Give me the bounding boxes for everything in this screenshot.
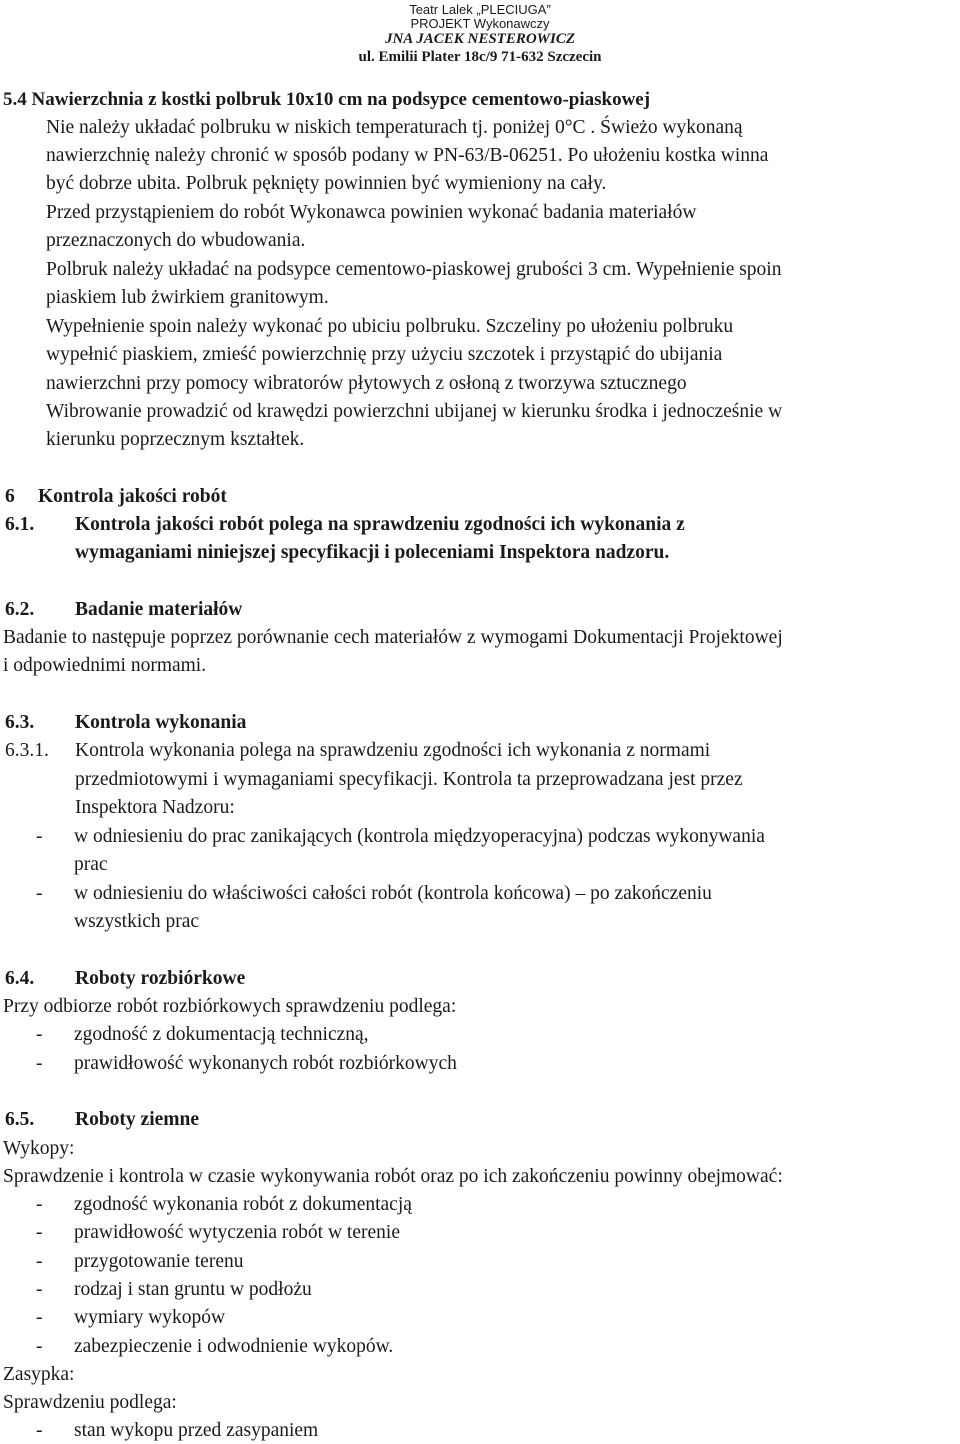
header-project-type: PROJEKT Wykonawczy [410,16,550,31]
bullet-dash: - [36,1279,43,1300]
bullet-dash: - [36,1307,43,1328]
list-item: prawidłowość wytyczenia robót w terenie [74,1222,400,1243]
list-item-continuation: wszystkich prac [74,911,200,932]
paragraph-line: nawierzchni przy pomocy wibratorów płytowych z osłoną z tworzywa sztucznego [46,373,687,394]
subheading-wykopy: Wykopy: [3,1138,75,1159]
section-6-1-number: 6.1. [5,514,35,535]
paragraph-line: kierunku poprzecznym kształtek. [46,429,305,450]
header-theatre-name: Teatr Lalek „PLECIUGA” [409,2,551,17]
section-6-5-title: Roboty ziemne [75,1109,200,1130]
bullet-dash: - [36,1336,43,1357]
list-item: zgodność z dokumentacją techniczną, [74,1024,369,1045]
bullet-dash: - [36,883,43,904]
section-6-1-line: Kontrola jakości robót polega na sprawdzeniu zgodności ich wykonania z [75,514,685,535]
section-6-3-1-number: 6.3.1. [5,740,49,761]
section-6-5-number: 6.5. [5,1109,35,1130]
list-item: zabezpieczenie i odwodnienie wykopów. [74,1336,394,1357]
bullet-dash: - [36,1420,43,1441]
bullet-dash: - [36,1251,43,1272]
section-6-number: 6 [5,486,15,507]
paragraph-line: Przy odbiorze robót rozbiórkowych sprawdzeniu podlega: [3,996,457,1017]
section-6-1-line: wymaganiami niniejszej specyfikacji i poleceniami Inspektora nadzoru. [75,542,670,563]
list-item-continuation: prac [74,854,108,875]
list-item: stan wykopu przed zasypaniem [74,1420,319,1441]
section-6-title: Kontrola jakości robót [38,486,227,507]
bullet-dash: - [36,1053,43,1074]
section-6-4-number: 6.4. [5,968,35,989]
list-item: w odniesieniu do prac zanikających (kontrola międzyoperacyjna) podczas wykonywania [74,826,765,847]
paragraph-line: Przed przystąpieniem do robót Wykonawca powinien wykonać badania materiałów [46,202,697,223]
paragraph-line: i odpowiednimi normami. [3,655,207,676]
paragraph-line: Badanie to następuje poprzez porównanie cech materiałów z wymogami Dokumentacji Projektowej [3,627,783,648]
list-item: w odniesieniu do właściwości całości robót (kontrola końcowa) – po zakończeniu [74,883,712,904]
paragraph-line: Sprawdzenie i kontrola w czasie wykonywania robót oraz po ich zakończeniu powinny obejmować: [3,1166,783,1187]
section-6-2-title: Badanie materiałów [75,599,243,620]
section-5-4-title: 5.4 Nawierzchnia z kostki polbruk 10x10 cm na podsypce cementowo-piaskowej [3,89,651,110]
list-item: wymiary wykopów [74,1307,226,1328]
section-6-3-title: Kontrola wykonania [75,712,247,733]
bullet-dash: - [36,826,43,847]
header-author: JNA JACEK NESTEROWICZ [384,31,576,47]
bullet-dash: - [36,1024,43,1045]
paragraph-line: Inspektora Nadzoru: [75,797,235,818]
paragraph-line: Sprawdzeniu podlega: [3,1392,177,1413]
list-item: rodzaj i stan gruntu w podłożu [74,1279,312,1300]
paragraph-line: być dobrze ubita. Polbruk pęknięty powinnien być wymieniony na cały. [46,173,607,194]
subheading-zasypka: Zasypka: [3,1364,75,1385]
paragraph-line: Nie należy układać polbruku w niskich temperaturach tj. poniżej 0°C . Świeżo wykonaną [46,117,743,138]
list-item: przygotowanie terenu [74,1251,244,1272]
bullet-dash: - [36,1194,43,1215]
list-item: prawidłowość wykonanych robót rozbiórkowych [74,1053,457,1074]
header-address: ul. Emilii Plater 18c/9 71-632 Szczecin [358,49,602,65]
paragraph-line: wypełnić piaskiem, zmieść powierzchnię przy użyciu szczotek i przystąpić do ubijania [46,344,723,365]
section-6-4-title: Roboty rozbiórkowe [75,968,246,989]
section-6-3-number: 6.3. [5,712,35,733]
section-6-2-number: 6.2. [5,599,35,620]
paragraph-line: Wibrowanie prowadzić od krawędzi powierzchni ubijanej w kierunku środka i jednocześnie w [46,401,783,422]
list-item: zgodność wykonania robót z dokumentacją [74,1194,412,1215]
paragraph-line: Polbruk należy układać na podsypce cementowo-piaskowej grubości 3 cm. Wypełnienie spoin [46,259,782,280]
paragraph-line: nawierzchnię należy chronić w sposób podany w PN-63/B-06251. Po ułożeniu kostka winna [46,145,769,166]
bullet-dash: - [36,1222,43,1243]
paragraph-line: piaskiem lub żwirkiem granitowym. [46,287,329,308]
paragraph-line: przeznaczonych do wbudowania. [46,230,306,251]
paragraph-line: przedmiotowymi i wymaganiami specyfikacji. Kontrola ta przeprowadzana jest przez [75,769,743,790]
paragraph-line: Wypełnienie spoin należy wykonać po ubiciu polbruku. Szczeliny po ułożeniu polbruku [46,316,734,337]
paragraph-line: Kontrola wykonania polega na sprawdzeniu zgodności ich wykonania z normami [75,740,711,761]
